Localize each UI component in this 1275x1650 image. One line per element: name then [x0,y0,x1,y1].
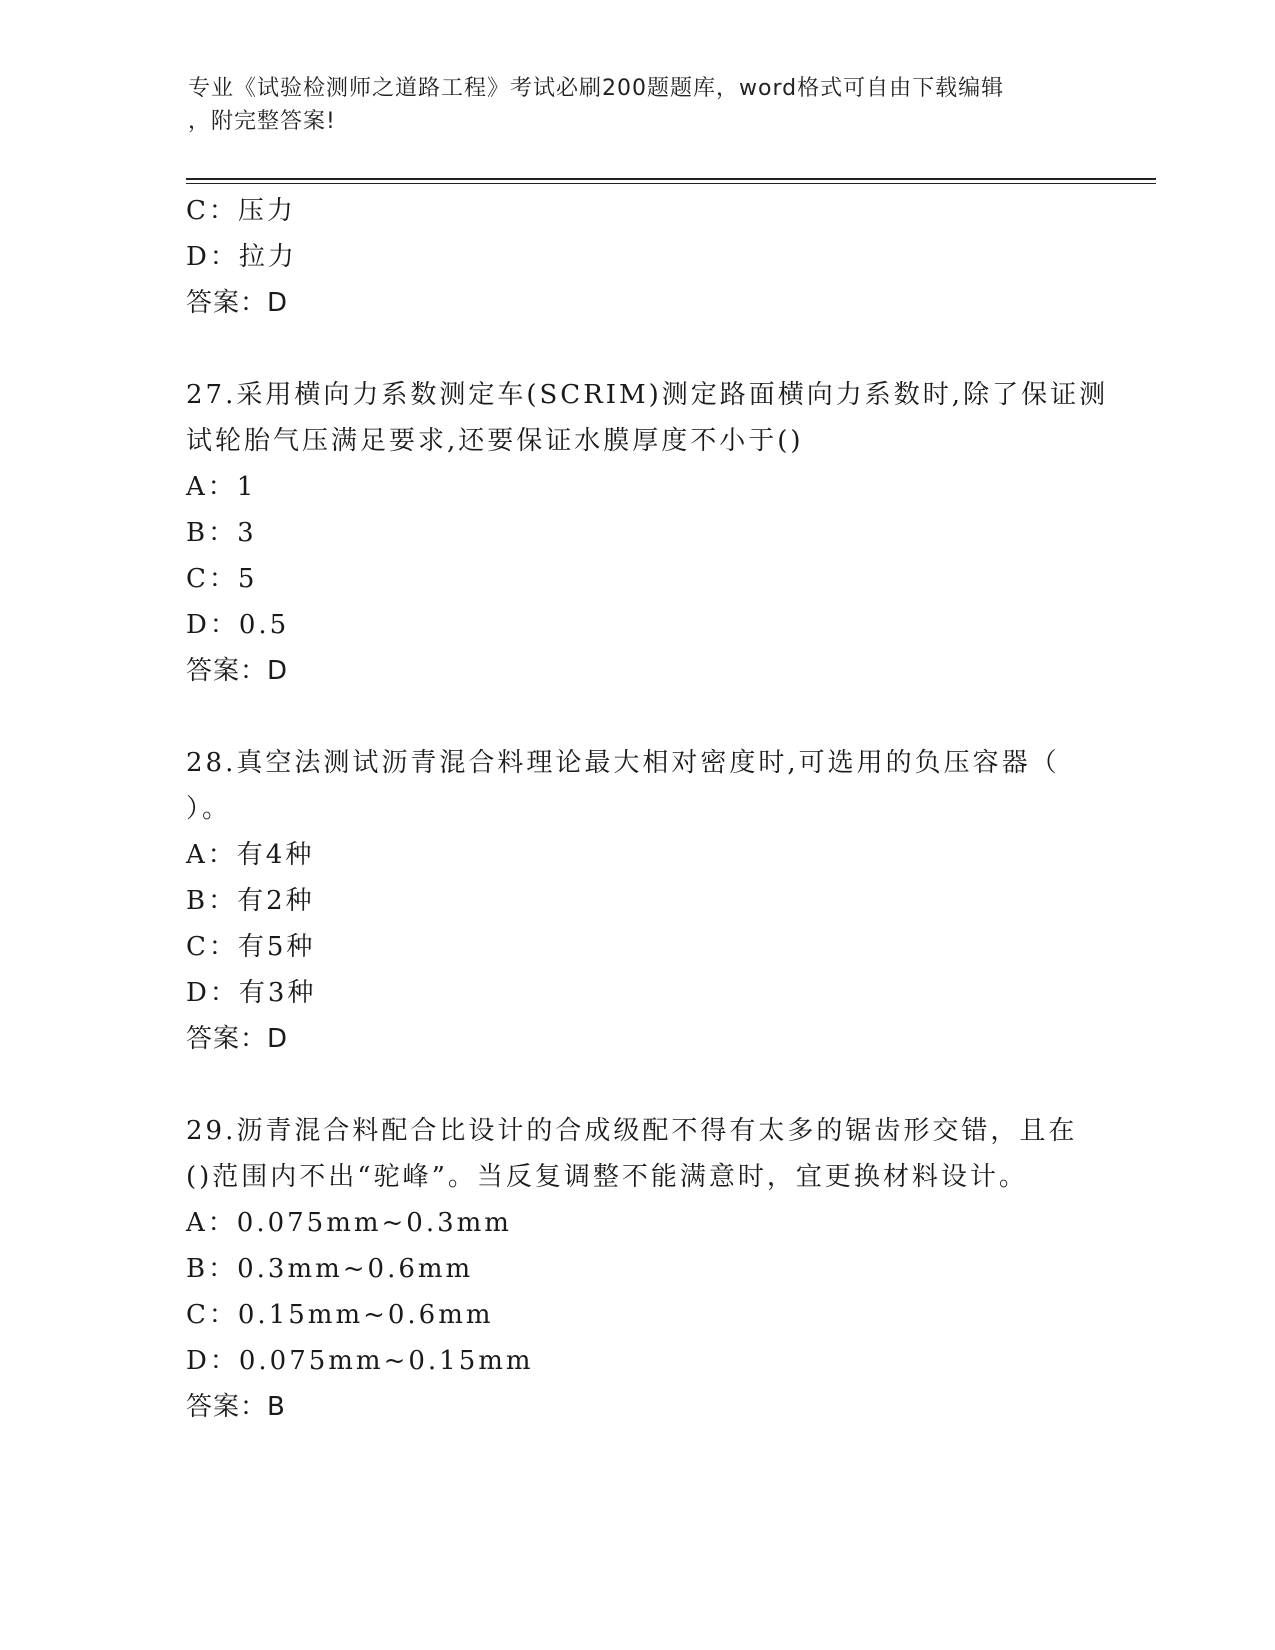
header-title-line2: ，附完整答案! [188,109,336,134]
question-list [186,188,1109,1430]
question-29-option-c: C：0.15mm~0.6mm [186,1300,494,1330]
question-28-stem-line1: 28.真空法测试沥青混合料理论最大相对密度时,可选用的负压容器（ [186,748,1060,778]
question-29 [186,1108,1086,1430]
header-divider-thin [186,183,1156,184]
question-spacer [186,694,1086,740]
question-28 [186,740,1086,1062]
page-header [188,72,1068,138]
question-spacer [186,326,1086,372]
question-27-answer: 答案：D [186,656,289,686]
question-26-answer: 答案：D [186,288,289,318]
question-27 [186,372,1109,694]
question-26-option-d: D：拉力 [186,242,297,272]
header-title-line1: 专业《试验检测师之道路工程》考试必刷200题题库，word格式可自由下载编辑 [188,76,1005,101]
question-28-option-c: C：有5种 [186,932,316,962]
question-spacer [186,1062,1086,1108]
question-28-answer: 答案：D [186,1024,289,1054]
question-29-option-a: A：0.075mm~0.3mm [186,1208,512,1238]
question-27-option-d: D：0.5 [186,610,290,640]
question-29-option-b: B：0.3mm~0.6mm [186,1254,474,1284]
question-27-stem-line2: 试轮胎气压满足要求,还要保证水膜厚度不小于() [186,426,804,456]
question-28-option-a: A：有4种 [186,840,315,870]
question-29-answer: 答案：B [186,1392,286,1422]
question-26-option-c: C：压力 [186,196,296,226]
question-27-stem-line1: 27.采用横向力系数测定车(SCRIM)测定路面横向力系数时,除了保证测 [186,380,1109,410]
question-26 [186,188,1086,326]
question-29-stem-line1: 29.沥青混合料配合比设计的合成级配不得有太多的锯齿形交错，且在 [186,1116,1078,1146]
question-28-stem-line2: ）。 [186,794,232,824]
question-27-option-a: A：1 [186,472,257,502]
question-29-stem-line2: ()范围内不出“驼峰”。当反复调整不能满意时，宜更换材料设计。 [186,1162,1028,1192]
question-28-option-b: B：有2种 [186,886,315,916]
question-27-option-c: C：5 [186,564,258,594]
header-divider-thick [186,178,1156,180]
question-28-option-d: D：有3种 [186,978,317,1008]
question-29-option-d: D：0.075mm~0.15mm [186,1346,534,1376]
question-27-option-b: B：3 [186,518,257,548]
